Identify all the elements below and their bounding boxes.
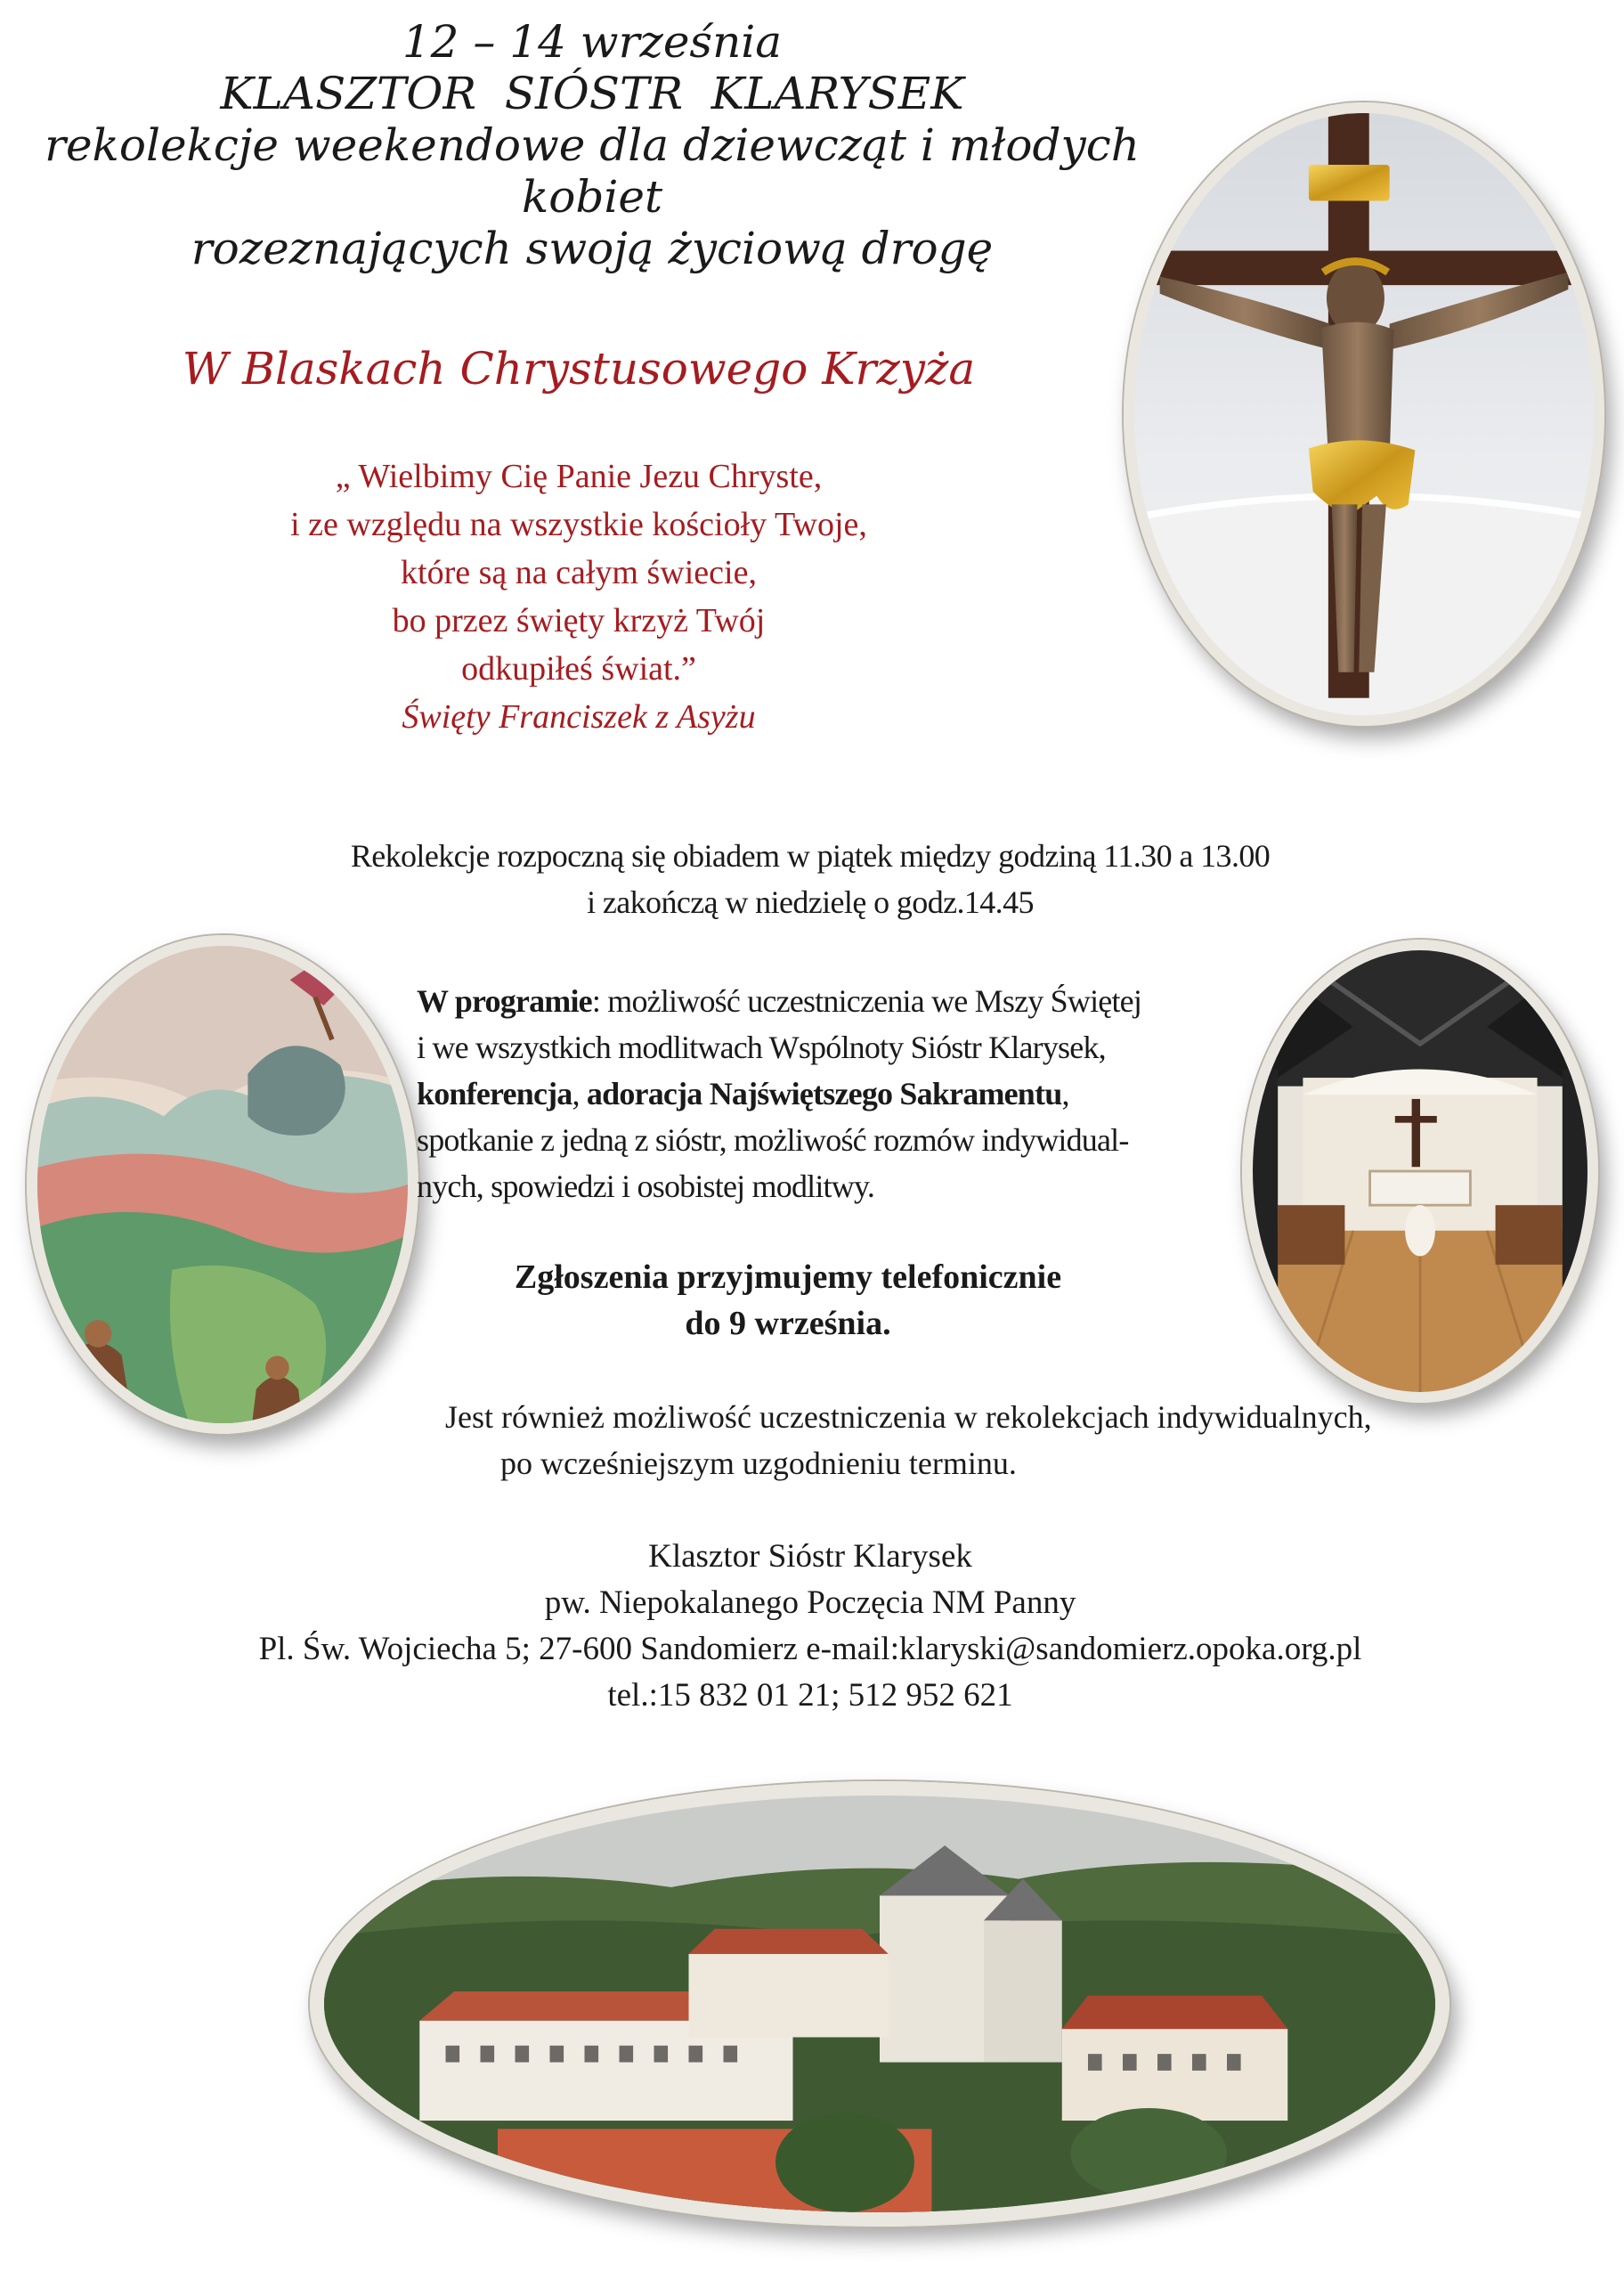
program-adoration: adoracja Najświętszego Sakramentu bbox=[586, 1076, 1062, 1112]
contact-address bbox=[89, 1534, 1531, 1719]
schedule-start: Rekolekcje rozpoczną się obiadem w piątek między godziną 11.30 a 13.00 bbox=[350, 838, 1271, 874]
individual-line-1: Jest również możliwość uczestniczenia w rekolekcjach indywidualnych, bbox=[445, 1399, 1372, 1435]
quote-author: Święty Franciszek z Asyżu bbox=[402, 698, 756, 736]
individual-line-2: po wcześniejszym uzgodnieniu terminu. bbox=[500, 1445, 1017, 1481]
retreat-theme: W Blaskach Chrystusowego Krzyża bbox=[182, 343, 976, 395]
monastery-panorama-photo bbox=[310, 1781, 1449, 2227]
schedule-info bbox=[223, 833, 1398, 925]
schedule-end: i zakończą w niedzielę o godz.14.45 bbox=[587, 884, 1034, 920]
header bbox=[18, 16, 1166, 274]
event-subtitle-1: rekolekcje weekendowe dla dziewcząt i młodych kobiet bbox=[45, 119, 1140, 223]
individual-retreat-info bbox=[445, 1394, 1585, 1486]
program-line-1-text: : możliwość uczestniczenia we Mszy Świętej bbox=[591, 983, 1142, 1019]
address-dedication: pw. Niepokalanego Poczęcia NM Panny bbox=[544, 1584, 1076, 1621]
quote-line: bo przez święty krzyż Twój bbox=[392, 602, 766, 639]
quote-line: „ Wielbimy Cię Panie Jezu Chryste, bbox=[335, 458, 823, 495]
program-line-1 bbox=[417, 978, 1245, 1024]
address-name: Klasztor Sióstr Klarysek bbox=[648, 1538, 972, 1575]
program-line-4: spotkanie z jedną z sióstr, możliwość rozmów indywidual- bbox=[417, 1122, 1129, 1158]
event-dates: 12 – 14 września bbox=[402, 16, 783, 68]
event-subtitle-2: rozeznających swoją życiową drogę bbox=[191, 223, 994, 274]
address-street-email: Pl. Św. Wojciecha 5; 27-600 Sandomierz e-mail:klaryski@sandomierz.opoka.org.pl bbox=[258, 1631, 1362, 1667]
program-separator: , bbox=[572, 1076, 587, 1112]
program-comma: , bbox=[1061, 1076, 1069, 1112]
chapel-interior-photo bbox=[1242, 940, 1598, 1403]
convent-title: KLASZTOR SIÓSTR KLARYSEK bbox=[220, 68, 964, 119]
program-label: W programie bbox=[417, 983, 592, 1019]
quote-block bbox=[53, 452, 1104, 741]
program-line-5: nych, spowiedzi i osobistej modlitwy. bbox=[417, 1168, 875, 1204]
signup-deadline: do 9 września. bbox=[685, 1305, 891, 1342]
quote-line: odkupiłeś świat.” bbox=[461, 650, 696, 688]
quote-line: i ze względu na wszystkie kościoły Twoje, bbox=[290, 506, 867, 543]
quote-line: które są na całym świecie, bbox=[401, 554, 757, 591]
program-info bbox=[417, 978, 1245, 1209]
crucifix-photo bbox=[1124, 102, 1604, 726]
mural-painting-photo bbox=[27, 935, 418, 1434]
signup-line-1: Zgłoszenia przyjmujemy telefonicznie bbox=[514, 1258, 1062, 1296]
signup-info bbox=[401, 1254, 1175, 1347]
program-line-2: i we wszystkich modlitwach Wspólnoty Sióstr Klarysek, bbox=[417, 1030, 1106, 1065]
address-phone: tel.:15 832 01 21; 512 952 621 bbox=[607, 1677, 1013, 1714]
program-line-3 bbox=[417, 1071, 1245, 1117]
program-conference: konferencja bbox=[417, 1076, 572, 1112]
